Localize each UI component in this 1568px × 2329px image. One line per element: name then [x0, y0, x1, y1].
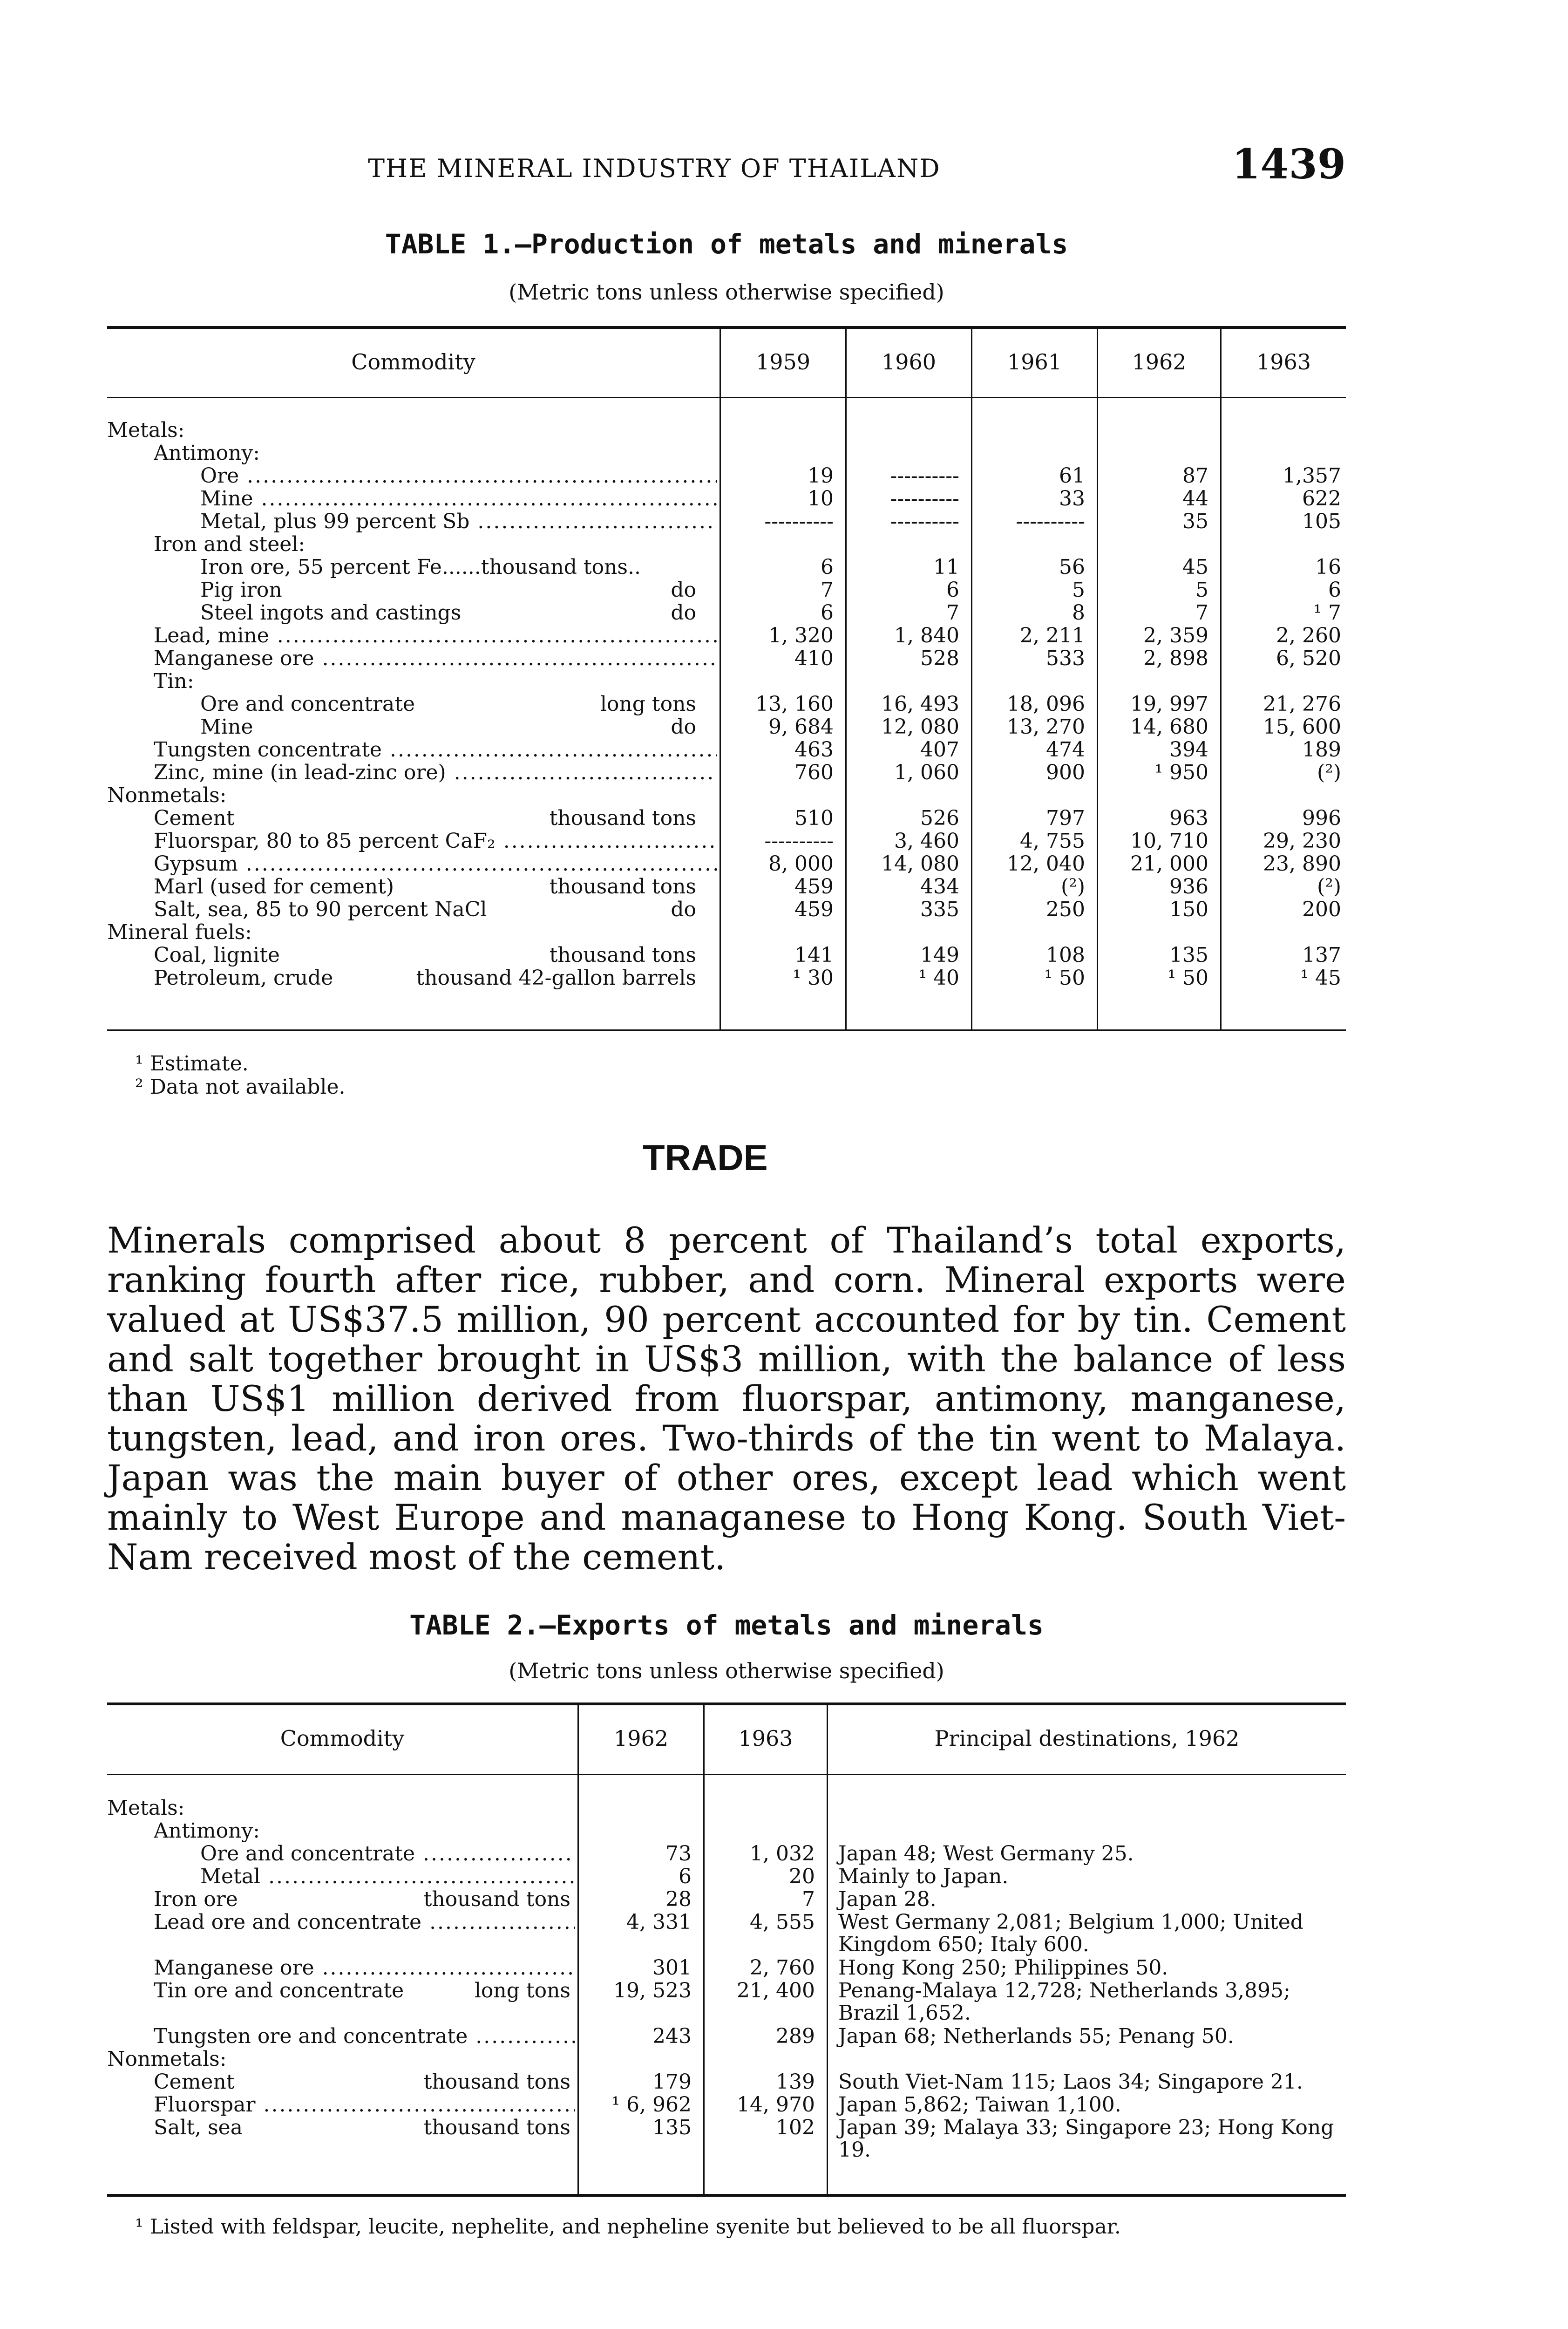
- value-cell: 87: [1182, 464, 1208, 488]
- commodity-label: Metal, plus 99 percent Sb .....: [200, 511, 717, 533]
- table-row: [0, 784, 1568, 807]
- table1-header-year: 1959: [755, 349, 811, 375]
- unit-label: thousand tons: [549, 806, 696, 830]
- table1-footnote: ² Data not available.: [135, 1075, 346, 1099]
- table-row: [0, 967, 1568, 989]
- value-cell: 2, 211: [1020, 624, 1085, 647]
- table-row: [0, 442, 1568, 464]
- value-cell: 1, 320: [768, 624, 834, 647]
- value-cell: 16: [1315, 555, 1341, 579]
- value-cell: 6, 520: [1276, 647, 1341, 670]
- commodity-label: Lead, mine .....: [154, 625, 717, 647]
- table-row: [0, 807, 1568, 830]
- value-cell: 6: [821, 601, 834, 625]
- destination-cell: Mainly to Japan.: [838, 1865, 1009, 1888]
- value-cell: 16, 493: [881, 692, 959, 716]
- value-cell: 5: [1195, 578, 1208, 602]
- commodity-label: Steel ingots and castings: [200, 602, 462, 624]
- commodity-label: Ore and concentrate .....: [200, 1843, 575, 1865]
- value-cell: 394: [1169, 738, 1208, 762]
- commodity-label: Nonmetals:: [107, 784, 227, 807]
- table-row: [0, 533, 1568, 556]
- trade-paragraph: Minerals comprised about 8 percent of Thailand’s total exports, ranking fourth after rice, rubber, and corn. Mineral exports were valued at US$37.5 million, 90 percent accounted for by tin. Cement and salt together brought in US$3 million, with the balance of less than US$1 million derived from fluorspar, antimony, manganese, tungsten, lead, and iron ores. Two-thirds of the tin went to Malaya. Japan was the main buyer of other ores, except lead which went mainly to West Europe and managanese to Hong Kong. South Viet-Nam received most of the cement.: [107, 1219, 1346, 1578]
- table-row: [0, 693, 1568, 715]
- table-row: [0, 1797, 1568, 1819]
- value-cell: 33: [1059, 487, 1085, 511]
- value-cell: 8, 000: [768, 852, 834, 876]
- value-cell: 135: [652, 2116, 692, 2139]
- destination-cell: Japan 48; West Germany 25.: [838, 1842, 1134, 1866]
- running-head: [107, 140, 1346, 191]
- destination-cell: Hong Kong 250; Philippines 50.: [838, 1956, 1168, 1980]
- commodity-label: Salt, sea: [154, 2117, 243, 2139]
- value-cell: 15, 600: [1263, 715, 1341, 739]
- commodity-label: Antimony:: [154, 442, 260, 464]
- table2-header-destinations: Principal destinations, 1962: [934, 1726, 1240, 1751]
- commodity-label: Zinc, mine (in lead-zinc ore) .....: [154, 762, 717, 784]
- commodity-label: Coal, lignite: [154, 944, 280, 967]
- value-cell: 7: [821, 578, 834, 602]
- table-row: [0, 1980, 1568, 2025]
- commodity-label: Mine .....: [200, 488, 717, 510]
- table-row: [0, 899, 1568, 921]
- commodity-label: Ore .....: [200, 465, 717, 487]
- commodity-label: Metals:: [107, 419, 185, 442]
- commodity-label: Ore and concentrate: [200, 693, 415, 715]
- table-row: [0, 2117, 1568, 2162]
- table2-subcaption: (Metric tons unless otherwise specified): [509, 1658, 944, 1683]
- commodity-label: Iron and steel:: [154, 533, 305, 556]
- commodity-label: Pig iron: [200, 579, 282, 601]
- unit-label: do: [671, 578, 696, 602]
- value-cell: 73: [665, 1842, 692, 1866]
- value-cell: 18, 096: [1007, 692, 1085, 716]
- table1-top-rule: [107, 326, 1346, 329]
- table-row: [0, 1957, 1568, 1979]
- table-row: [0, 1888, 1568, 1911]
- value-cell: 2, 359: [1143, 624, 1208, 647]
- table-row: [0, 876, 1568, 898]
- value-cell: 996: [1302, 806, 1341, 830]
- value-cell: 28: [665, 1887, 692, 1911]
- commodity-label: Iron ore, 55 percent Fe......thousand tons..: [200, 556, 641, 579]
- value-cell: 19, 523: [613, 1979, 692, 2002]
- destination-cell: Penang-Malaya 12,728; Netherlands 3,895; Brazil 1,652.: [838, 1979, 1290, 2025]
- table-row: [0, 762, 1568, 784]
- value-cell: 29, 230: [1263, 829, 1341, 853]
- table-row: [0, 2094, 1568, 2116]
- table2-caption: TABLE 2.—Exports of metals and minerals: [409, 1609, 1044, 1641]
- value-cell: 4, 555: [750, 1910, 815, 1934]
- destination-cell: South Viet-Nam 115; Laos 34; Singapore 21.: [838, 2070, 1303, 2094]
- table2-footnote: ¹ Listed with feldspar, leucite, nephelite, and nepheline syenite but believed to be all fluorspar.: [135, 2215, 1121, 2239]
- value-cell: 6: [679, 1865, 692, 1888]
- commodity-label: Tin:: [154, 670, 194, 693]
- value-cell: 21, 400: [737, 1979, 815, 2002]
- value-cell: 760: [794, 761, 834, 784]
- table2-header-rule: [107, 1774, 1346, 1775]
- table-row: [0, 739, 1568, 761]
- value-cell: 13, 160: [755, 692, 834, 716]
- table2-header-commodity: Commodity: [280, 1726, 405, 1751]
- value-cell: 14, 680: [1130, 715, 1208, 739]
- commodity-label: Tungsten concentrate .....: [154, 739, 717, 761]
- value-cell: 434: [920, 875, 959, 899]
- table-row: [0, 2025, 1568, 2048]
- value-cell: ¹ 7: [1313, 601, 1341, 625]
- value-cell: 12, 040: [1007, 852, 1085, 876]
- value-cell: 1, 032: [750, 1842, 815, 1866]
- value-cell: 900: [1046, 761, 1085, 784]
- value-cell: (²): [1061, 875, 1085, 899]
- table1-header-rule: [107, 397, 1346, 398]
- value-cell: 141: [794, 943, 834, 967]
- table2-header-1963: 1963: [738, 1726, 793, 1751]
- unit-label: thousand 42-gallon barrels: [416, 966, 696, 990]
- table-row: [0, 602, 1568, 624]
- table-row: [0, 1866, 1568, 1888]
- value-cell: ----------: [890, 510, 959, 533]
- value-cell: (²): [1317, 761, 1341, 784]
- value-cell: 105: [1302, 510, 1341, 533]
- table2-bottom-rule: [107, 2194, 1346, 2197]
- value-cell: ----------: [890, 464, 959, 488]
- value-cell: ¹ 50: [1044, 966, 1085, 990]
- value-cell: 622: [1302, 487, 1341, 511]
- value-cell: 410: [794, 647, 834, 670]
- value-cell: 35: [1182, 510, 1208, 533]
- value-cell: 474: [1046, 738, 1085, 762]
- value-cell: 6: [946, 578, 959, 602]
- value-cell: 4, 755: [1020, 829, 1085, 853]
- value-cell: 19, 997: [1130, 692, 1208, 716]
- value-cell: 150: [1169, 898, 1208, 921]
- commodity-label: Iron ore: [154, 1888, 238, 1911]
- unit-label: thousand tons: [423, 2116, 570, 2139]
- unit-label: thousand tons: [423, 2070, 570, 2094]
- table-row: [0, 670, 1568, 693]
- commodity-label: Manganese ore .....: [154, 647, 717, 670]
- value-cell: ----------: [764, 829, 834, 853]
- value-cell: 526: [920, 806, 959, 830]
- value-cell: ----------: [1016, 510, 1085, 533]
- commodity-label: Salt, sea, 85 to 90 percent NaCl: [154, 899, 487, 921]
- commodity-label: Cement: [154, 807, 235, 830]
- table1-header-year: 1963: [1256, 349, 1311, 375]
- running-head-title: THE MINERAL INDUSTRY OF THAILAND: [368, 154, 941, 183]
- value-cell: 21, 000: [1130, 852, 1208, 876]
- value-cell: 137: [1302, 943, 1341, 967]
- commodity-label: Fluorspar .....: [154, 2094, 575, 2116]
- value-cell: 21, 276: [1263, 692, 1341, 716]
- unit-label: do: [671, 898, 696, 921]
- table1-header-year: 1962: [1132, 349, 1187, 375]
- value-cell: 102: [776, 2116, 815, 2139]
- unit-label: do: [671, 601, 696, 625]
- unit-label: thousand tons: [549, 943, 696, 967]
- table-row: [0, 921, 1568, 944]
- table-row: [0, 488, 1568, 510]
- table-row: [0, 830, 1568, 852]
- value-cell: (²): [1317, 875, 1341, 899]
- value-cell: 3, 460: [894, 829, 959, 853]
- value-cell: 19: [808, 464, 834, 488]
- value-cell: 149: [920, 943, 959, 967]
- destination-cell: West Germany 2,081; Belgium 1,000; United Kingdom 650; Italy 600.: [838, 1910, 1303, 1956]
- commodity-label: Tungsten ore and concentrate .....: [154, 2025, 575, 2048]
- commodity-label: Nonmetals:: [107, 2048, 227, 2070]
- value-cell: 301: [652, 1956, 692, 1980]
- value-cell: 14, 970: [737, 2093, 815, 2117]
- page-number: 1439: [1232, 140, 1346, 188]
- value-cell: 463: [794, 738, 834, 762]
- value-cell: 7: [946, 601, 959, 625]
- value-cell: 1,357: [1283, 464, 1341, 488]
- table1-footnote: ¹ Estimate.: [135, 1052, 249, 1076]
- commodity-label: Petroleum, crude: [154, 967, 333, 989]
- value-cell: ¹ 30: [793, 966, 834, 990]
- value-cell: 243: [652, 2024, 692, 2048]
- value-cell: 10, 710: [1130, 829, 1208, 853]
- table-row: [0, 1843, 1568, 1865]
- table1-caption: TABLE 1.—Production of metals and minerals: [385, 228, 1068, 260]
- value-cell: 189: [1302, 738, 1341, 762]
- commodity-label: Gypsum .....: [154, 853, 717, 875]
- commodity-label: Metal .....: [200, 1866, 575, 1888]
- table-row: [0, 716, 1568, 738]
- value-cell: ¹ 45: [1300, 966, 1341, 990]
- table-row: [0, 2048, 1568, 2070]
- value-cell: ¹ 40: [918, 966, 959, 990]
- value-cell: 13, 270: [1007, 715, 1085, 739]
- value-cell: 5: [1072, 578, 1085, 602]
- table-row: [0, 625, 1568, 647]
- commodity-label: Mine: [200, 716, 253, 738]
- unit-label: thousand tons: [423, 1887, 570, 1911]
- table1-header-year: 1961: [1007, 349, 1062, 375]
- commodity-label: Manganese ore .....: [154, 1957, 575, 1979]
- table-row: [0, 1911, 1568, 1957]
- commodity-label: Metals:: [107, 1797, 185, 1819]
- table-row: [0, 579, 1568, 601]
- value-cell: 179: [652, 2070, 692, 2094]
- table-row: [0, 647, 1568, 670]
- table-row: [0, 419, 1568, 442]
- unit-label: do: [671, 715, 696, 739]
- value-cell: 44: [1182, 487, 1208, 511]
- value-cell: 797: [1046, 806, 1085, 830]
- destination-cell: Japan 68; Netherlands 55; Penang 50.: [838, 2024, 1234, 2048]
- value-cell: 250: [1046, 898, 1085, 921]
- table-row: [0, 1820, 1568, 1842]
- table-row: [0, 853, 1568, 875]
- value-cell: 936: [1169, 875, 1208, 899]
- table-row: [0, 511, 1568, 533]
- commodity-label: Mineral fuels:: [107, 921, 252, 944]
- value-cell: 108: [1046, 943, 1085, 967]
- table1-bottom-rule: [107, 1029, 1346, 1031]
- value-cell: ¹ 6, 962: [611, 2093, 692, 2117]
- value-cell: 8: [1072, 601, 1085, 625]
- table2-top-rule: [107, 1702, 1346, 1705]
- value-cell: 6: [1328, 578, 1341, 602]
- unit-label: thousand tons: [549, 875, 696, 899]
- table1-subcaption: (Metric tons unless otherwise specified): [509, 279, 944, 305]
- value-cell: ¹ 950: [1154, 761, 1208, 784]
- table1-header-commodity: Commodity: [351, 349, 475, 375]
- commodity-label: Lead ore and concentrate .....: [154, 1911, 575, 1934]
- commodity-label: Tin ore and concentrate: [154, 1980, 404, 2002]
- destination-cell: Japan 5,862; Taiwan 1,100.: [838, 2093, 1121, 2117]
- value-cell: 56: [1059, 555, 1085, 579]
- value-cell: 459: [794, 875, 834, 899]
- value-cell: 135: [1169, 943, 1208, 967]
- value-cell: 23, 890: [1263, 852, 1341, 876]
- value-cell: 407: [920, 738, 959, 762]
- commodity-label: Cement: [154, 2071, 235, 2093]
- table-row: [0, 465, 1568, 487]
- value-cell: 7: [1195, 601, 1208, 625]
- commodity-label: Marl (used for cement): [154, 876, 394, 898]
- value-cell: 459: [794, 898, 834, 921]
- value-cell: 528: [920, 647, 959, 670]
- commodity-label: Fluorspar, 80 to 85 percent CaF₂ .....: [154, 830, 717, 852]
- table-row: [0, 2071, 1568, 2093]
- value-cell: ----------: [764, 510, 834, 533]
- value-cell: 10: [808, 487, 834, 511]
- value-cell: 335: [920, 898, 959, 921]
- value-cell: 4, 331: [626, 1910, 692, 1934]
- value-cell: 510: [794, 806, 834, 830]
- table-row: [0, 556, 1568, 579]
- value-cell: 139: [776, 2070, 815, 2094]
- value-cell: 1, 840: [894, 624, 959, 647]
- table1-header-year: 1960: [881, 349, 937, 375]
- unit-label: long tons: [600, 692, 696, 716]
- value-cell: 2, 898: [1143, 647, 1208, 670]
- commodity-label: Antimony:: [154, 1820, 260, 1842]
- value-cell: 200: [1302, 898, 1341, 921]
- value-cell: 12, 080: [881, 715, 959, 739]
- value-cell: 9, 684: [768, 715, 834, 739]
- value-cell: 45: [1182, 555, 1208, 579]
- table-row: [0, 944, 1568, 967]
- value-cell: 14, 080: [881, 852, 959, 876]
- value-cell: ¹ 50: [1168, 966, 1208, 990]
- value-cell: 2, 260: [1276, 624, 1341, 647]
- value-cell: ----------: [890, 487, 959, 511]
- unit-label: long tons: [474, 1979, 570, 2002]
- value-cell: 61: [1059, 464, 1085, 488]
- value-cell: 533: [1046, 647, 1085, 670]
- value-cell: 7: [802, 1887, 815, 1911]
- table2-header-1962: 1962: [613, 1726, 669, 1751]
- destination-cell: Japan 39; Malaya 33; Singapore 23; Hong Kong 19.: [838, 2116, 1334, 2162]
- value-cell: 963: [1169, 806, 1208, 830]
- value-cell: 289: [776, 2024, 815, 2048]
- value-cell: 1, 060: [894, 761, 959, 784]
- value-cell: 6: [821, 555, 834, 579]
- section-heading-trade: TRADE: [643, 1137, 768, 1178]
- value-cell: 11: [933, 555, 959, 579]
- value-cell: 2, 760: [750, 1956, 815, 1980]
- destination-cell: Japan 28.: [838, 1887, 937, 1911]
- value-cell: 20: [789, 1865, 815, 1888]
